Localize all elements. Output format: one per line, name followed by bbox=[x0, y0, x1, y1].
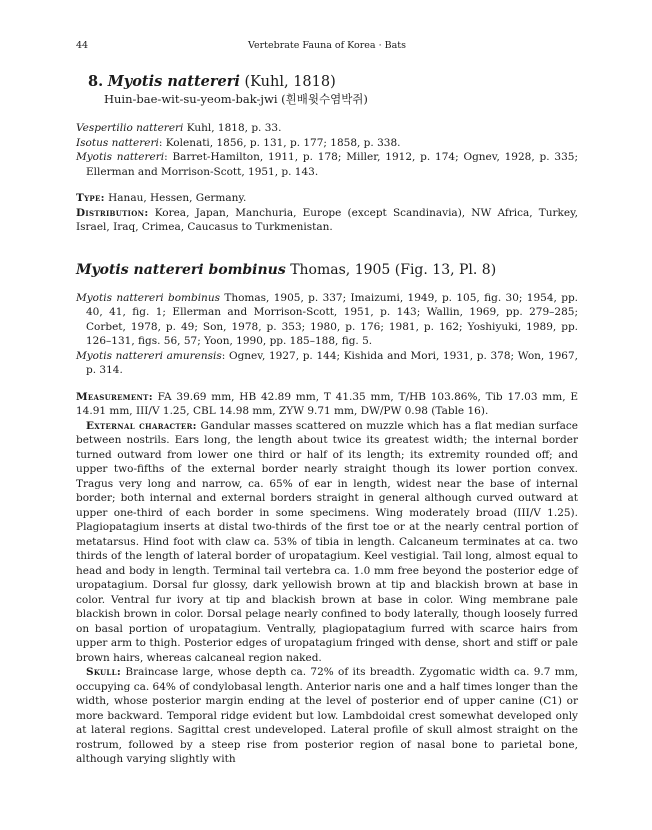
running-header bbox=[76, 40, 578, 56]
measurement-text: FA 39.69 mm, HB 42.89 mm, T 41.35 mm, T/HB 103.86%, Tib 17.03 mm, E 14.91 mm, III/V 1.25, CBL 14.98 mm, ZYW 9.71 mm, DW/PW 0.98 (Table 16). bbox=[76, 390, 578, 417]
distribution-text: Korea, Japan, Manchuria, Europe (except Scandinavia), NW Africa, Turkey, Israel, Iraq, Crimea, Caucasus to Turkmenistan. bbox=[76, 206, 578, 233]
synonym-ref: : Kolenati, 1856, p. 131, p. 177; 1858, p. 338. bbox=[158, 136, 401, 149]
type-text: Hanau, Hessen, Germany. bbox=[104, 192, 247, 204]
external-character-paragraph bbox=[76, 419, 578, 666]
synonym-entry bbox=[76, 349, 578, 378]
synonym-name: Vespertilio nattereri bbox=[76, 122, 184, 134]
subspecies-synonymy bbox=[76, 291, 578, 378]
external-character-text: Gandular masses scattered on muzzle which has a flat median surface between nostrils. Ears long, the length about twice its greatest width; the internal border turned outward from lower one third or half of its length; its extremity rounded off; and upper two-fifths of the external border nearly straight though its lower portion convex. Tragus very long and narrow, ca. 65% of ear in length, widest near the base of internal border; both internal and external borders straight in general although curved outward at upper one-third of each border in some specimens. Wing moderately broad (III/V 1.25). Plagiopatagium inserts at distal two-thirds of the first toe or at the nearly central portion of metatarsus. Hind foot with claw ca. 53% of tibia in length. Calcaneum terminates at ca. two thirds of the length of lateral border of uropatagium. Keel vestigial. Tail long, almost equal to head and body in length. Terminal tail vertebra ca. 1.0 mm free beyond the posterior edge of uropatagium. Dorsal fur glossy, dark yellowish brown at tip and blackish brown at base in color. Ventral fur ivory at tip and blackish brown at base in color. Wing membrane pale blackish brown in color. Dorsal pelage nearly confined to body laterally, though loosely furred on basal portion of uropatagium. Ventrally, plagiopatagium furred with scarce hairs from upper arm to thigh. Posterior edges of uropatagium fringed with dense, short and stiff or pale brown hairs, whereas calcaneal region naked. bbox=[76, 419, 579, 664]
synonym-name: Myotis nattereri amurensis bbox=[76, 349, 222, 362]
species-heading bbox=[88, 73, 578, 91]
skull-paragraph bbox=[76, 665, 578, 767]
external-character-label: External character: bbox=[86, 419, 197, 432]
type-locality bbox=[76, 191, 578, 206]
skull-text: Braincase large, whose depth ca. 72% of its breadth. Zygomatic width ca. 9.7 mm, occupying ca. 64% of condylobasal length. Anterior naris one and a half times longer than the width, whose posterior margin ending at the level of posterior end of upper canine (C1) or more backward. Temporal ridge evident but low. Lambdoidal crest somewhat developed only at lateral regions. Sagittal crest undeveloped. Lateral profile of skull almost straight on the rostrum, followed by a steep rise from posterior region of nasal bone to parietal bone, although varying slightly with bbox=[76, 666, 578, 765]
measurement-paragraph bbox=[76, 390, 578, 419]
measurement-label: Measurement: bbox=[76, 390, 153, 403]
species-scientific-name: Myotis nattereri bbox=[107, 73, 240, 90]
running-title: Vertebrate Fauna of Korea · Bats bbox=[248, 40, 406, 51]
species-korean-name: Huin-bae-wit-su-yeom-bak-jwi (흰배윗수염박쥐) bbox=[104, 92, 368, 106]
synonym-ref: : Ognev, 1927, p. 144; Kishida and Mori, 1931, p. 378; Won, 1967, p. 314. bbox=[86, 349, 578, 376]
synonym-entry bbox=[76, 136, 578, 151]
synonym-name: Myotis nattereri bombinus bbox=[76, 291, 220, 304]
type-label: Type: bbox=[76, 192, 105, 204]
synonym-name: Isotus nattereri bbox=[76, 136, 159, 149]
subspecies-authority: Thomas, 1905 (Fig. 13, Pl. 8) bbox=[285, 261, 497, 278]
synonym-name: Myotis nattereri bbox=[76, 151, 165, 163]
document-page bbox=[76, 40, 578, 767]
species-authority: (Kuhl, 1818) bbox=[244, 74, 336, 90]
distribution bbox=[76, 206, 578, 235]
subspecies-description bbox=[76, 390, 578, 767]
synonym-entry bbox=[76, 291, 578, 349]
species-synonymy bbox=[76, 121, 578, 179]
synonym-entry bbox=[76, 121, 578, 136]
species-facts bbox=[76, 191, 578, 235]
subspecies-scientific-name: Myotis nattereri bombinus bbox=[76, 261, 286, 278]
synonym-ref: Thomas, 1905, p. 337; Imaizumi, 1949, p. 105, fig. 30; 1954, pp. 40, 41, fig. 1; Ellerman and Morrison-Scott, 1951, p. 143; Wallin, 1969, pp. 279–285; Corbet, 1978, p. 49; Son, 1978, p. 353; 1980, p. 176; 1981, p. 162; Yoshiyuki, 1989, pp. 126–131, figs. 56, 57; Yoon, 1990, pp. 185–188, fig. 5. bbox=[86, 291, 578, 347]
skull-label: Skull: bbox=[86, 666, 122, 678]
subspecies-heading bbox=[76, 261, 578, 279]
species-number: 8. bbox=[88, 73, 104, 90]
synonym-entry bbox=[76, 150, 578, 179]
distribution-label: Distribution: bbox=[76, 206, 149, 219]
page-number: 44 bbox=[76, 40, 89, 51]
synonym-ref: Kuhl, 1818, p. 33. bbox=[183, 122, 282, 134]
synonym-ref: : Barret-Hamilton, 1911, p. 178; Miller, 1912, p. 174; Ognev, 1928, p. 335; Ellerman and Morrison-Scott, 1951, p. 143. bbox=[86, 151, 578, 178]
